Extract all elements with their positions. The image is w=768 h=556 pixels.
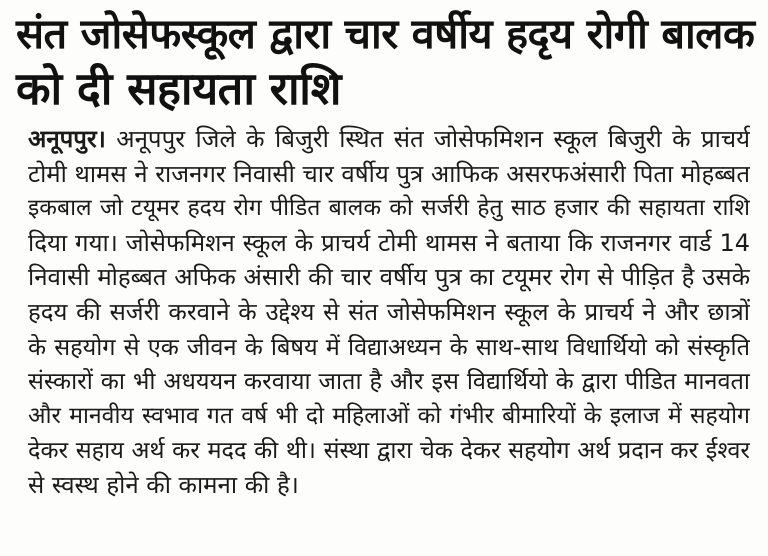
body-line-8: संस्कारों का भी अधययन करवाया जाता है और इस विद्यार्थियो के द्वारा पीडित मानवता	[28, 367, 750, 396]
headline-line-2: को दी सहायता राशि	[16, 62, 341, 115]
body-line-7: के सहयोग से एक जीवन के बिषय में विद्याअध्यन के साथ-साथ विधार्थियो को संस्कृति	[28, 332, 750, 361]
body-line-4: दिया गया। जोसेफमिशन स्कूल के प्राचर्य टोमी थामस ने बताया कि राजनगर वार्ड 14	[28, 228, 750, 257]
body-line-5: निवासी मोहब्बत अफिक अंसारी की चार वर्षीय पुत्र का टयूमर रोग से पीड़ित है उसके	[28, 263, 750, 292]
body-line-1-text: अनूपपुर जिले के बिजुरी स्थित संत जोसेफमिशन स्कूल बिजुरी के प्राचर्य	[116, 125, 750, 153]
dateline: अनूपपुर।	[28, 125, 106, 153]
body-line-3: इकबाल जो टयूमर हदय रोग पीडित बालक को सर्जरी हेतु साठ हजार की सहायता राशि	[28, 195, 750, 222]
body-line-6: हदय की सर्जरी करवाने के उद्देश्य से संत जोसेफमिशन स्कूल के प्राचर्य ने और छात्रों	[28, 297, 750, 326]
headline	[16, 6, 766, 116]
body-line-1	[28, 122, 750, 157]
article-body	[28, 122, 750, 503]
body-line-9: और मानवीय स्वभाव गत वर्ष भी दो महिलाओं को गंभीर बीमारियों के इलाज में सहयोग	[28, 402, 750, 429]
body-line-11: से स्वस्थ होने की कामना की है।	[28, 470, 299, 499]
body-line-10: देकर सहाय अर्थ कर मदद की थी। संस्था द्वारा चेक देकर सहयोग अर्थ प्रदान कर ईश्वर	[28, 436, 750, 465]
body-line-2: टोमी थामस ने राजनगर निवासी चार वर्षीय पुत्र आफिक असरफअंसारी पिता मोहब्बत	[28, 159, 750, 188]
headline-line-1: संत जोसेफस्कूल द्वारा चार वर्षीय हदृय रोगी बालक	[16, 9, 755, 58]
